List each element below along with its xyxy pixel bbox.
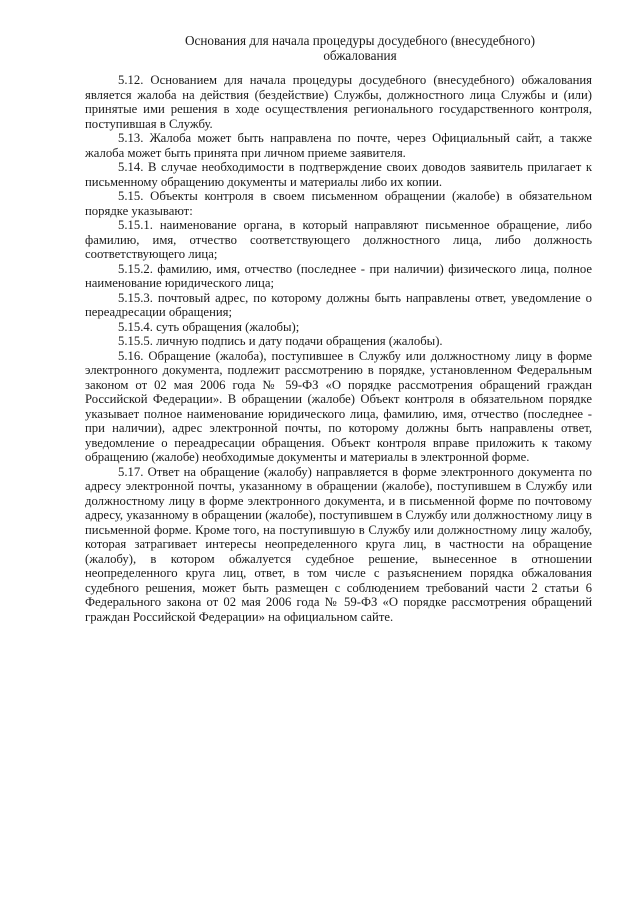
document-body [85, 73, 592, 624]
section-heading-line-1: Основания для начала процедуры досудебного (внесудебного) [184, 33, 536, 48]
paragraph-5-15-2: 5.15.2. фамилию, имя, отчество (последнее - при наличии) физического лица, полное наименование юридического лица; [85, 261, 592, 290]
paragraph-5-16: 5.16. Обращение (жалоба), поступившее в Службу или должностному лицу в форме электронного документа, подлежит рассмотрению в порядке, установленном Федеральным законом от 02 мая 2006 года № 59-ФЗ «О порядке рассмотрения обращений граждан Российской Федерации». В обращении (жалобе) Объект контроля в обязательном порядке указывает полное наименование юридического лица, фамилию, имя, отчество (последнее - при наличии), адрес электронной почты, по которому должны быть направлены ответ, уведомление о переадресации обращения. Объект контроля вправе приложить к такому обращению (жалобе) необходимые документы и материалы в электронной форме. [85, 348, 592, 464]
section-heading [120, 33, 600, 63]
paragraph-5-15-1: 5.15.1. наименование органа, в который направляют письменное обращение, либо фамилию, имя, отчество соответствующего должностного лица, либо должность соответствующего лица; [85, 218, 592, 261]
paragraph-5-12: 5.12. Основанием для начала процедуры досудебного (внесудебного) обжалования является жалоба на действия (бездействие) Службы, должностного лица Службы и (или) принятые ими решения в ходе осуществления регионального государственного контроля, поступившая в Службу. [85, 73, 592, 131]
paragraph-5-15-4: 5.15.4. суть обращения (жалобы); [118, 319, 300, 334]
paragraph-5-14: 5.14. В случае необходимости в подтверждение своих доводов заявитель прилагает к письменному обращению документы и материалы либо их копии. [85, 160, 592, 189]
paragraph-5-15-3: 5.15.3. почтовый адрес, по которому должны быть направлены ответ, уведомление о переадресации обращения; [85, 290, 592, 319]
section-heading-line-2: обжалования [323, 48, 397, 63]
paragraph-5-15-5: 5.15.5. личную подпись и дату подачи обращения (жалобы). [118, 334, 443, 348]
paragraph-5-15: 5.15. Объекты контроля в своем письменном обращении (жалобе) в обязательном порядке указывают: [85, 189, 592, 218]
paragraph-5-17: 5.17. Ответ на обращение (жалобу) направляется в форме электронного документа по адресу электронной почты, указанному в обращении (жалобе), поступившем в Службу или должностному лицу в форме электронного документа, и в письменной форме по почтовому адресу, указанному в обращении (жалобе), поступившем в Службу или должностному лицу в письменной форме. Кроме того, на поступившую в Службу или должностному лицу жалобу, которая затрагивает интересы неопределенного круга лиц, в частности на обращение (жалобу), в котором обжалуется судебное решение, вынесенное в отношении неопределенного круга лиц, ответ, в том числе с разъяснением порядка обжалования судебного решения, может быть размещен с соблюдением требований части 2 статьи 6 Федерального закона от 02 мая 2006 года № 59-ФЗ «О порядке рассмотрения обращений граждан Российской Федерации» на официальном сайте. [85, 464, 592, 624]
paragraph-5-13: 5.13. Жалоба может быть направлена по почте, через Официальный сайт, а также жалоба может быть принята при личном приеме заявителя. [85, 131, 592, 160]
